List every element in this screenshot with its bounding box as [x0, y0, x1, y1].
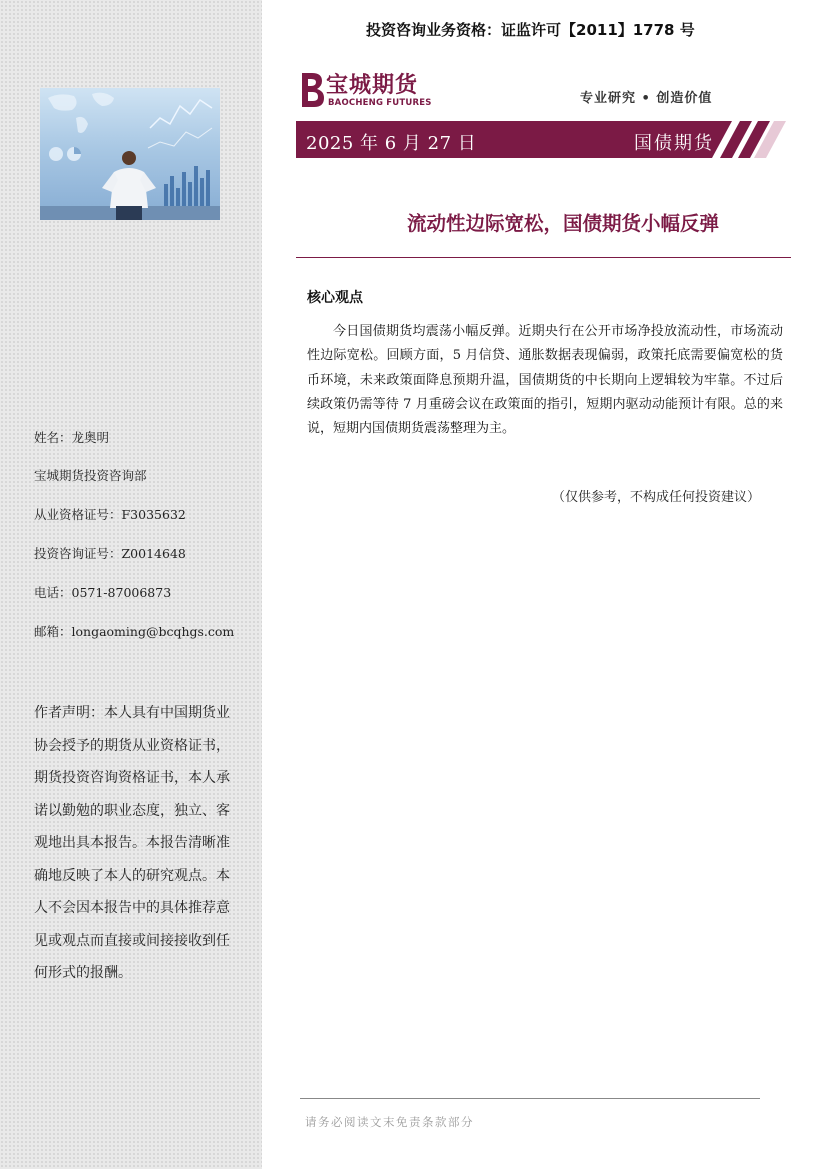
report-title: 流动性边际宽松，国债期货小幅反弹 — [406, 212, 719, 235]
report-category: 国债期货 — [634, 133, 714, 154]
section-heading: 核心观点 — [307, 290, 363, 306]
author-phone: 电话：0571-87006873 — [34, 585, 172, 600]
author-department: 宝城期货投资咨询部 — [34, 468, 147, 483]
title-divider — [296, 257, 791, 258]
logo-en-text: BAOCHENG FUTURES — [328, 98, 432, 108]
footer-divider — [300, 1098, 760, 1099]
report-date: 2025 年 6 月 27 日 — [306, 133, 477, 154]
sidebar — [0, 0, 262, 1169]
author-license: 从业资格证号：F3035632 — [34, 507, 186, 522]
qualification-line: 投资咨询业务资格：证监许可【2011】1778 号 — [366, 21, 695, 39]
company-logo — [298, 68, 438, 112]
author-name: 姓名：龙奥明 — [34, 430, 110, 445]
date-banner — [296, 121, 786, 158]
slogan: 专业研究 • 创造价值 — [580, 91, 713, 106]
report-body: 今日国债期货均震荡小幅反弹。近期央行在公开市场净投放流动性，市场流动性边际宽松。回顾方面，5 月信贷、通胀数据表现偏弱，政策托底需要偏宽松的货币环境，未来政策面降息预期升温，国债期货的中长期向上逻辑较为牢靠。不过后续政策仍需等待 7 月重磅会议在政策面的指引，短期内驱动动能预计有限。总的来说，短期内国债期货震荡整理为主。 — [307, 324, 783, 437]
author-consult-license: 投资咨询证号：Z0014648 — [34, 546, 186, 561]
hero-image — [40, 88, 220, 220]
logo-cn-text: 宝城期货 — [326, 72, 419, 98]
logo-mark-icon — [298, 70, 326, 110]
author-statement: 作者声明：本人具有中国期货业协会授予的期货从业资格证书，期货投资咨询资格证书，本人承诺以勤勉的职业态度，独立、客观地出具本报告。本报告清晰准确地反映了本人的研究观点。本人不会因本报告中的具体推荐意见或观点而直接或间接接收到任何形式的报酬。 — [34, 705, 230, 981]
investment-note: （仅供参考，不构成任何投资建议） — [552, 490, 761, 505]
author-email: 邮箱：longaoming@bcqhgs.com — [34, 624, 235, 639]
footer-disclaimer: 请务必阅读文末免责条款部分 — [305, 1115, 474, 1129]
